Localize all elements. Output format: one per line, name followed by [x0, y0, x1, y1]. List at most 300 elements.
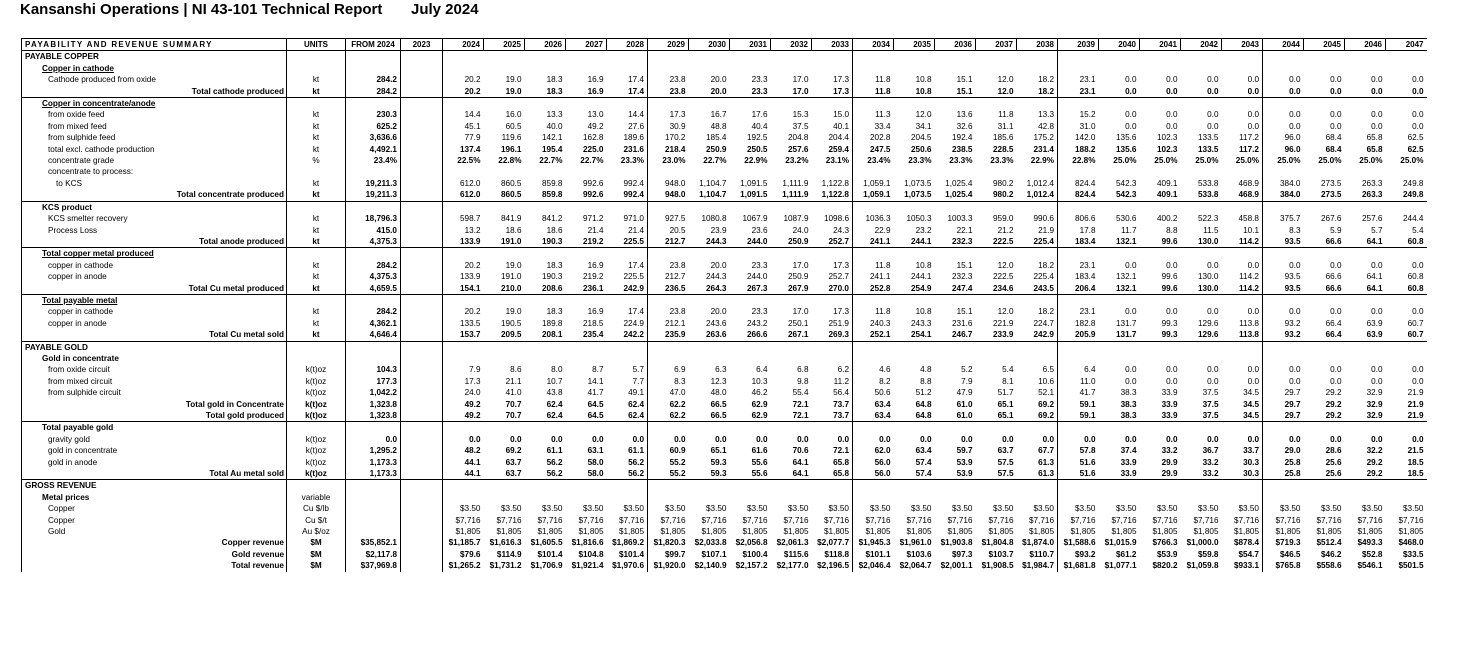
value-cell: 96.0	[1263, 144, 1304, 155]
value-cell: 62.5	[1407, 133, 1424, 143]
value-cell	[894, 492, 935, 503]
value-cell: 0.0	[1263, 86, 1304, 98]
value-cell: 63.9	[1366, 318, 1383, 328]
value-cell	[566, 98, 607, 110]
year-header-2045: 2045	[1304, 39, 1345, 51]
value-cell: 64.5	[587, 411, 604, 420]
value-cell: 992.4	[623, 178, 644, 188]
row-from-2024: 4,362.1	[346, 318, 401, 329]
value-cell: 23.0%	[648, 155, 689, 166]
row-2023-cell	[401, 353, 443, 364]
value-cell: 25.0%	[1235, 156, 1259, 166]
row-units: kt	[287, 283, 346, 295]
value-cell: $3.50	[1198, 504, 1219, 514]
value-cell: 5.4	[1412, 225, 1424, 235]
value-cell: 14.4	[628, 110, 644, 120]
value-cell: 61.1	[628, 446, 644, 456]
value-cell: 15.0	[833, 110, 849, 120]
value-cell: 55.2	[648, 468, 689, 480]
value-cell: 0.0	[1371, 365, 1383, 375]
row-units	[287, 341, 346, 353]
value-cell: 244.1	[911, 236, 932, 246]
value-cell: $1,805	[742, 527, 768, 537]
from-2024-header: FROM 2024	[346, 39, 401, 51]
value-cell: 17.3	[833, 307, 849, 317]
value-cell	[443, 353, 484, 364]
value-cell: $1,805	[823, 527, 849, 537]
row-label	[22, 492, 287, 503]
row-units: kt	[287, 74, 346, 85]
value-cell: 5.2	[961, 365, 973, 375]
row-label	[22, 549, 287, 560]
value-cell	[1345, 353, 1386, 364]
value-cell	[525, 248, 566, 260]
value-cell: 99.6	[1161, 272, 1178, 282]
value-cell: 238.5	[952, 144, 973, 154]
value-cell: 63.4	[853, 410, 894, 422]
row-label-text: PAYABLE COPPER	[25, 52, 99, 62]
value-cell	[1181, 353, 1222, 364]
value-cell: 37.4	[1120, 446, 1137, 456]
value-cell: 859.8	[542, 190, 563, 200]
value-cell: $1,921.4	[571, 561, 604, 571]
value-cell: 1,073.5	[904, 190, 932, 200]
value-cell: 34.1	[915, 121, 932, 131]
value-cell	[1345, 341, 1386, 353]
value-cell: 133.5	[1198, 144, 1219, 154]
table-row	[22, 248, 1427, 260]
value-cell	[812, 63, 853, 74]
value-cell: 24.3	[833, 225, 849, 235]
value-cell: 29.0	[1263, 445, 1304, 456]
value-cell	[443, 248, 484, 260]
value-cell: 242.9	[623, 283, 644, 293]
value-cell: 99.3	[1161, 330, 1178, 340]
value-cell: 1036.3	[853, 213, 894, 224]
value-cell: 22.7%	[539, 156, 563, 166]
row-from-2024: 1,295.2	[346, 445, 401, 456]
year-header-2028: 2028	[607, 39, 648, 51]
value-cell: 210.0	[501, 283, 522, 293]
row-from-2024: 4,375.3	[346, 271, 401, 282]
value-cell: 65.8	[833, 457, 849, 467]
table-row	[22, 318, 1427, 329]
value-cell: $7,716	[1152, 515, 1178, 525]
row-label-text: Gold in concentrate	[42, 353, 119, 363]
value-cell: 56.2	[628, 469, 644, 479]
row-label-text: PAYABLE GOLD	[25, 342, 88, 352]
value-cell: 384.0	[1263, 189, 1304, 201]
value-cell: 266.6	[747, 330, 768, 340]
value-cell: 60.8	[1407, 272, 1424, 282]
value-cell: $1,805	[783, 527, 809, 537]
value-cell	[648, 341, 689, 353]
year-header-2027: 2027	[566, 39, 607, 51]
value-cell: 225.0	[583, 144, 604, 154]
value-cell: 224.7	[1033, 318, 1054, 328]
value-cell: 17.0	[792, 260, 809, 270]
row-label	[22, 144, 287, 155]
value-cell: 0.0	[1371, 121, 1383, 131]
value-cell: 30.3	[1243, 457, 1259, 467]
value-cell: 250.5	[747, 144, 768, 154]
value-cell: 252.8	[853, 283, 894, 295]
value-cell: 241.1	[853, 271, 894, 282]
value-cell: 55.6	[751, 457, 768, 467]
value-cell: $104.8	[578, 549, 604, 559]
row-label-text: Total copper metal produced	[42, 249, 154, 259]
value-cell: 47.9	[956, 388, 973, 398]
row-label	[22, 213, 287, 224]
value-cell	[1263, 63, 1304, 74]
value-cell	[566, 353, 607, 364]
value-cell	[935, 166, 976, 177]
value-cell: $3.50	[1116, 504, 1137, 514]
value-cell: 0.0	[1263, 109, 1304, 120]
value-cell: 195.4	[542, 144, 563, 154]
row-label-text: copper in anode	[48, 318, 107, 328]
report-title: Kansanshi Operations | NI 43-101 Technical Report	[20, 1, 383, 18]
value-cell	[935, 353, 976, 364]
row-units	[287, 201, 346, 213]
value-cell: $103.7	[988, 549, 1014, 559]
value-cell: 0.0	[1166, 376, 1178, 386]
value-cell: 0.0	[1371, 110, 1383, 120]
value-cell: 0.0	[632, 434, 644, 444]
table-row	[22, 155, 1427, 166]
value-cell: 0.0	[1412, 260, 1424, 270]
value-cell	[812, 248, 853, 260]
table-row	[22, 560, 1427, 571]
value-cell	[853, 166, 894, 177]
value-cell: 59.3	[710, 457, 727, 467]
value-cell: $3.50	[1033, 504, 1054, 514]
value-cell: 0.0	[1371, 86, 1383, 96]
value-cell	[894, 63, 935, 74]
value-cell: 64.1	[1366, 272, 1383, 282]
value-cell: 21.9	[1407, 411, 1424, 420]
value-cell: 1,104.7	[699, 178, 727, 188]
value-cell: 19.0	[505, 307, 522, 317]
value-cell: 0.0	[1166, 434, 1178, 444]
value-cell	[1099, 294, 1140, 306]
value-cell: 948.0	[648, 189, 689, 201]
value-cell: $3.50	[911, 504, 932, 514]
value-cell: 93.5	[1263, 236, 1304, 248]
value-cell	[1058, 166, 1099, 177]
table-row	[22, 445, 1427, 456]
value-cell: 19.0	[505, 260, 522, 270]
value-cell: 0.0	[1412, 75, 1424, 85]
value-cell: 13.3	[1038, 110, 1054, 120]
value-cell	[1181, 63, 1222, 74]
row-label	[22, 422, 287, 434]
table-row	[22, 387, 1427, 398]
year-header-2023: 2023	[401, 39, 443, 51]
value-cell: 22.9%	[1030, 156, 1054, 166]
row-2023-cell	[401, 376, 443, 387]
value-cell: $3.50	[648, 503, 689, 514]
value-cell: 17.0	[792, 75, 809, 85]
value-cell: 10.8	[915, 260, 932, 270]
value-cell	[894, 201, 935, 213]
row-label	[22, 166, 287, 177]
value-cell	[1140, 422, 1181, 434]
row-units: Cu $/lb	[287, 503, 346, 514]
value-cell	[812, 98, 853, 110]
value-cell: 170.2	[648, 132, 689, 143]
value-cell: 0.0	[1207, 307, 1219, 317]
value-cell: 29.7	[1263, 387, 1304, 398]
value-cell: 231.6	[623, 144, 644, 154]
value-cell	[1222, 353, 1263, 364]
row-label	[22, 294, 287, 306]
value-cell	[853, 353, 894, 364]
value-cell: 980.2	[993, 178, 1014, 188]
value-cell	[1304, 166, 1345, 177]
value-cell: 0.0	[1263, 434, 1304, 445]
value-cell: 37.5	[792, 121, 809, 131]
value-cell	[730, 480, 771, 492]
value-cell: 22.9	[853, 225, 894, 236]
value-cell: 23.1	[1058, 260, 1099, 271]
value-cell: 11.5	[1203, 225, 1219, 235]
value-cell: 264.3	[706, 283, 727, 293]
value-cell: 0.0	[1412, 376, 1424, 386]
value-cell: 10.8	[915, 86, 932, 96]
value-cell: $7,716	[648, 515, 689, 526]
value-cell: 249.8	[1403, 178, 1424, 188]
value-cell: 20.2	[443, 306, 484, 317]
value-cell: 14.1	[587, 376, 604, 386]
table-row	[22, 306, 1427, 317]
row-label-text: gold in anode	[48, 457, 98, 467]
value-cell: 250.9	[788, 272, 809, 282]
table-row	[22, 74, 1427, 85]
value-cell	[607, 63, 648, 74]
value-cell	[1386, 341, 1427, 353]
value-cell: $2,001.1	[940, 561, 973, 571]
value-cell: 154.1	[443, 283, 484, 295]
year-header-2034: 2034	[853, 39, 894, 51]
value-cell: 40.1	[833, 121, 849, 131]
value-cell: 33.9	[1120, 457, 1137, 467]
value-cell: $97.3	[952, 549, 973, 559]
value-cell: 64.1	[792, 457, 809, 467]
year-header-2047: 2047	[1386, 39, 1427, 51]
value-cell: 93.2	[1263, 318, 1304, 329]
value-cell	[812, 353, 853, 364]
value-cell	[1181, 98, 1222, 110]
value-cell: 33.9	[1161, 411, 1178, 420]
value-cell: 4.8	[920, 365, 932, 375]
value-cell: $558.6	[1316, 561, 1342, 571]
value-cell: 63.7	[505, 457, 522, 467]
value-cell	[484, 166, 525, 177]
value-cell: $1,805	[618, 527, 644, 537]
value-cell	[484, 63, 525, 74]
value-cell	[525, 341, 566, 353]
value-cell	[976, 98, 1017, 110]
row-units: variable	[287, 492, 346, 503]
value-cell	[1140, 294, 1181, 306]
row-units: kt	[287, 318, 346, 329]
row-units: %	[287, 155, 346, 166]
value-cell	[1304, 63, 1345, 74]
value-cell: 65.8	[833, 469, 849, 479]
value-cell	[1058, 98, 1099, 110]
value-cell: $2,033.8	[694, 538, 727, 548]
row-from-2024: $37,969.8	[346, 560, 401, 571]
value-cell: 45.1	[443, 121, 484, 132]
value-cell	[1222, 166, 1263, 177]
row-2023-cell	[401, 225, 443, 236]
value-cell	[1140, 201, 1181, 213]
row-units: kt	[287, 178, 346, 189]
value-cell: 0.0	[1207, 434, 1219, 444]
value-cell	[1222, 51, 1263, 63]
value-cell: 0.0	[1207, 365, 1219, 375]
value-cell: 51.2	[915, 388, 932, 398]
value-cell: 0.0	[1125, 86, 1137, 96]
value-cell: 0.0	[510, 434, 522, 444]
value-cell: 190.5	[501, 318, 522, 328]
value-cell: 8.8	[920, 376, 932, 386]
value-cell: 25.0%	[1154, 156, 1178, 166]
value-cell: $3.50	[1263, 503, 1304, 514]
value-cell	[689, 63, 730, 74]
value-cell: 55.4	[792, 388, 809, 398]
value-cell: 0.0	[1247, 86, 1259, 96]
value-cell: 29.2	[1325, 411, 1342, 420]
value-cell: 992.4	[623, 190, 644, 200]
value-cell: 841.2	[542, 214, 563, 224]
value-cell	[1345, 480, 1386, 492]
value-cell: 65.1	[710, 446, 727, 456]
value-cell: 16.9	[587, 260, 604, 270]
value-cell	[484, 480, 525, 492]
value-cell: 162.8	[583, 133, 604, 143]
row-units: kt	[287, 236, 346, 248]
value-cell: 17.3	[833, 86, 849, 96]
value-cell: 0.0	[1207, 75, 1219, 85]
value-cell: 24.0	[792, 225, 809, 235]
value-cell: 0.0	[715, 434, 727, 444]
value-cell: 64.1	[1366, 283, 1383, 293]
value-cell: 29.7	[1263, 410, 1304, 422]
value-cell: 68.4	[1325, 144, 1342, 154]
row-units: k(t)oz	[287, 376, 346, 387]
value-cell	[1058, 51, 1099, 63]
value-cell: 468.9	[1238, 190, 1259, 200]
value-cell: 409.1	[1157, 190, 1178, 200]
value-cell: 18.6	[505, 225, 522, 235]
value-cell: 25.0%	[1263, 155, 1304, 166]
value-cell: $820.2	[1152, 561, 1178, 571]
value-cell: 20.0	[710, 307, 727, 317]
value-cell: 29.2	[1366, 469, 1383, 479]
value-cell	[443, 51, 484, 63]
value-cell: $3.50	[706, 504, 727, 514]
row-label	[22, 236, 287, 248]
row-label	[22, 526, 287, 537]
value-cell: 23.8	[648, 260, 689, 271]
value-cell: 33.2	[1202, 457, 1219, 467]
value-cell: 10.8	[915, 75, 932, 85]
value-cell: 522.3	[1198, 214, 1219, 224]
value-cell: 23.8	[648, 74, 689, 85]
row-from-2024: 104.3	[346, 364, 401, 375]
value-cell: 244.0	[747, 272, 768, 282]
value-cell: 33.2	[1202, 469, 1219, 479]
value-cell: $2,196.5	[817, 561, 849, 571]
value-cell: 56.0	[853, 468, 894, 480]
value-cell	[484, 51, 525, 63]
value-cell: 252.7	[828, 236, 849, 246]
value-cell: 247.5	[853, 144, 894, 155]
value-cell	[689, 353, 730, 364]
value-cell: 40.4	[751, 121, 768, 131]
row-units: k(t)oz	[287, 387, 346, 398]
value-cell: 243.2	[747, 318, 768, 328]
value-cell: 0.0	[1207, 110, 1219, 120]
value-cell: $2,077.7	[817, 538, 849, 548]
value-cell	[689, 294, 730, 306]
row-label-text: total excl. cathode production	[48, 144, 155, 154]
value-cell: 0.0	[1263, 306, 1304, 317]
row-from-2024	[346, 503, 401, 514]
value-cell: 0.0	[1166, 121, 1178, 131]
value-cell	[976, 166, 1017, 177]
year-header-2036: 2036	[935, 39, 976, 51]
value-cell	[607, 248, 648, 260]
value-cell: $100.4	[742, 549, 768, 559]
row-label-text: KCS smelter recovery	[48, 214, 128, 224]
value-cell: 33.9	[1161, 388, 1178, 398]
value-cell: 33.7	[1243, 446, 1259, 456]
value-cell: 0.0	[1263, 121, 1304, 132]
value-cell: 7.9	[961, 376, 973, 386]
row-units	[287, 422, 346, 434]
year-header-2038: 2038	[1017, 39, 1058, 51]
value-cell: 32.2	[1366, 446, 1383, 456]
value-cell	[771, 98, 812, 110]
value-cell: 0.0	[1247, 75, 1259, 85]
value-cell: 8.1	[1002, 376, 1014, 386]
value-cell: 49.2	[443, 410, 484, 422]
value-cell: 49.1	[628, 388, 644, 398]
value-cell: $1,731.2	[489, 561, 522, 571]
value-cell: 1,091.5	[740, 190, 768, 200]
value-cell: $1,616.3	[489, 538, 522, 548]
value-cell: 56.2	[628, 457, 644, 467]
value-cell: 0.0	[1412, 434, 1424, 444]
value-cell	[976, 248, 1017, 260]
value-cell: 10.6	[1038, 376, 1054, 386]
row-from-2024	[346, 341, 401, 353]
value-cell: $3.50	[828, 504, 849, 514]
row-label	[22, 434, 287, 445]
value-cell: 841.9	[501, 214, 522, 224]
value-cell: 533.8	[1198, 190, 1219, 200]
row-from-2024	[346, 63, 401, 74]
value-cell: $7,716	[1398, 515, 1424, 525]
value-cell: 56.2	[546, 457, 563, 467]
value-cell	[689, 98, 730, 110]
year-header-2041: 2041	[1140, 39, 1181, 51]
value-cell	[443, 294, 484, 306]
value-cell: 12.0	[997, 86, 1014, 96]
